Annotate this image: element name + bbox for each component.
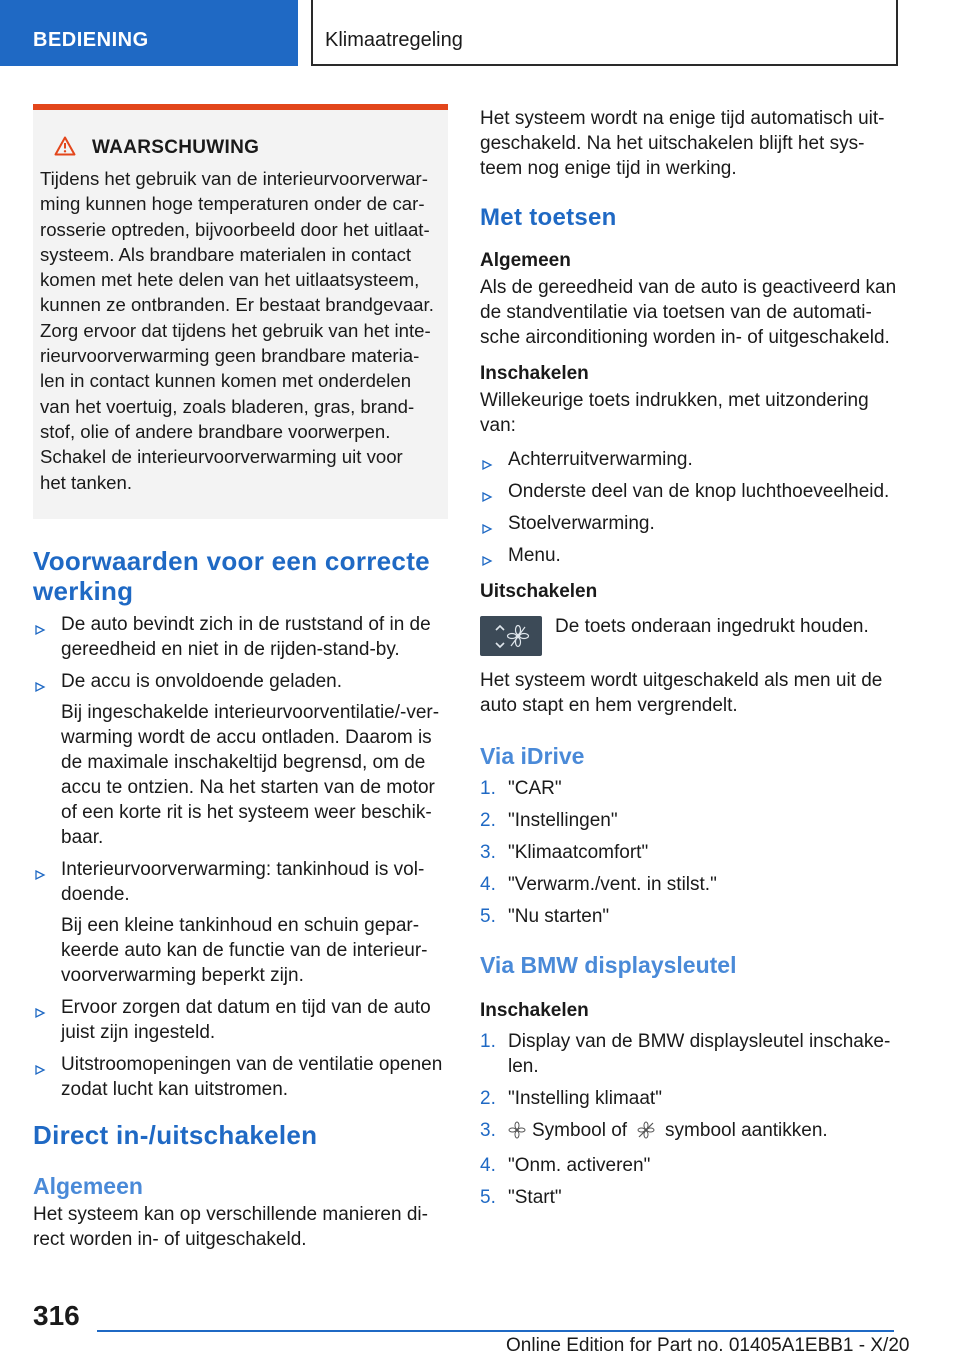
warning-triangle-icon xyxy=(54,136,76,156)
warning-box xyxy=(33,104,448,519)
keys-on-text: Willekeurige toets indrukken, met uitzondering van: xyxy=(480,390,869,436)
exceptions-list xyxy=(480,447,900,568)
right-column xyxy=(480,104,900,1217)
list-item: Achterruitverwarming. xyxy=(480,447,900,472)
list-item: 2. "Instellingen" xyxy=(480,810,618,831)
idrive-heading: Via iDrive xyxy=(480,743,585,769)
footer-rule xyxy=(97,1330,894,1332)
auto-off-text: Het systeem wordt na enige tijd automatisch uit-geschakeld. Na het uitschakelen blijft het sys-teem nog enige tijd in werking. xyxy=(480,108,885,179)
direct-heading: Direct in-/uitschakelen xyxy=(33,1119,318,1150)
conditions-list xyxy=(33,612,448,1102)
list-item: 2. "Instelling klimaat" xyxy=(480,1088,662,1109)
keys-on-heading: Inschakelen xyxy=(480,363,589,384)
list-item: 5. "Nu starten" xyxy=(480,906,610,927)
chapter-tab xyxy=(311,0,898,66)
off-key-text: De toets onderaan ingedrukt houden. xyxy=(555,616,869,637)
bmwkey-on-heading: Inschakelen xyxy=(480,1000,589,1021)
list-item: 3. Symbool of symbool aantikken. xyxy=(480,1118,900,1146)
fan-off-icon xyxy=(637,1121,655,1146)
list-item: Stoelverwarming. xyxy=(480,511,900,536)
list-item: Ervoor zorgen dat datum en tijd van de auto juist zijn ingesteld. xyxy=(33,995,448,1045)
list-item: 3. "Klimaatcomfort" xyxy=(480,842,649,863)
warning-text: Tijdens het gebruik van de interieurvoorverwar- ming kunnen hoge temperaturen onder de car- rosserie optreden, bijvoorbeeld door het uitlaat- systeem. Als brandbare materialen in contact komen met hete delen van het uitlaatsysteem, kunnen ze ontbranden. Er bestaat brandgevaar. Zorg ervoor dat tijdens het gebruik van het inte- rieurvoorverwarming geen brandbare materia- len in contact kunnen komen met onderdelen van het voertuig, zoals bladeren, gras, brand- stof, olie of andere brandbare voorwerpen. Schakel de interieurvoorverwarming uit voor het tanken. xyxy=(40,168,434,493)
keys-general-heading: Algemeen xyxy=(480,250,571,271)
list-item: 1. "CAR" xyxy=(480,778,562,799)
list-item: Menu. xyxy=(480,543,900,568)
page-number: 316 xyxy=(33,1300,80,1331)
list-item: De auto bevindt zich in de ruststand of in de gereedheid en niet in de rijden-stand-by. xyxy=(33,612,448,662)
idrive-steps xyxy=(480,776,900,929)
bmwkey-heading: Via BMW displaysleutel xyxy=(480,952,737,978)
section-label: BEDIENING xyxy=(33,29,149,51)
off-key-row xyxy=(480,614,900,656)
list-item: 4. "Verwarm./vent. in stilst." xyxy=(480,874,717,895)
keys-general-text: Als de gereedheid van de auto is geactiveerd kan de standventilatie via toetsen van de automati-sche airconditioning worden in- of uitgeschakeld. xyxy=(480,277,897,348)
left-column xyxy=(33,104,448,1252)
list-item: Interieurvoorverwarming: tankinhoud is vol-doende. Bij een kleine tankinhoud en schuin gepar-keerde auto kan de functie van de interieur-voorverwarming beperkt zijn. xyxy=(33,857,448,988)
keys-off-heading: Uitschakelen xyxy=(480,581,598,602)
list-item: 5. "Start" xyxy=(480,1187,562,1208)
keys-heading: Met toetsen xyxy=(480,204,617,231)
list-item: 1. Display van de BMW displaysleutel inschake-len. xyxy=(480,1031,891,1077)
list-item: Uitstroomopeningen van de ventilatie openen zodat lucht kan uitstromen. xyxy=(33,1052,448,1102)
bmwkey-steps xyxy=(480,1029,900,1210)
conditions-heading: Voorwaarden voor een correcte werking xyxy=(33,545,430,606)
fan-icon xyxy=(508,1121,526,1146)
keys-off-text: Het systeem wordt uitgeschakeld als men uit de auto stapt en hem vergrendelt. xyxy=(480,670,883,716)
list-item: 4. "Onm. activeren" xyxy=(480,1155,651,1176)
ventilation-off-button-icon xyxy=(480,616,542,656)
edition-text: Online Edition for Part no. 01405A1EBB1 - X/20 xyxy=(506,1335,910,1356)
warning-title: WAARSCHUWING xyxy=(40,136,440,160)
direct-general-text: Het systeem kan op verschillende manieren di-rect worden in- of uitgeschakeld. xyxy=(33,1203,428,1250)
list-item: Onderste deel van de knop luchthoeveelheid. xyxy=(480,479,900,504)
section-tab xyxy=(0,0,298,66)
direct-general-heading: Algemeen xyxy=(33,1172,143,1199)
chapter-label: Klimaatregeling xyxy=(325,29,463,51)
list-item: De accu is onvoldoende geladen. Bij ingeschakelde interieurvoorventilatie/-ver-warming wordt de accu ontladen. Daarom is de maximale inschakeltijd begrensd, om de accu te ontzien. Na het starten van de motor of een korte rit is het systeem weer beschik-baar. xyxy=(33,669,448,850)
